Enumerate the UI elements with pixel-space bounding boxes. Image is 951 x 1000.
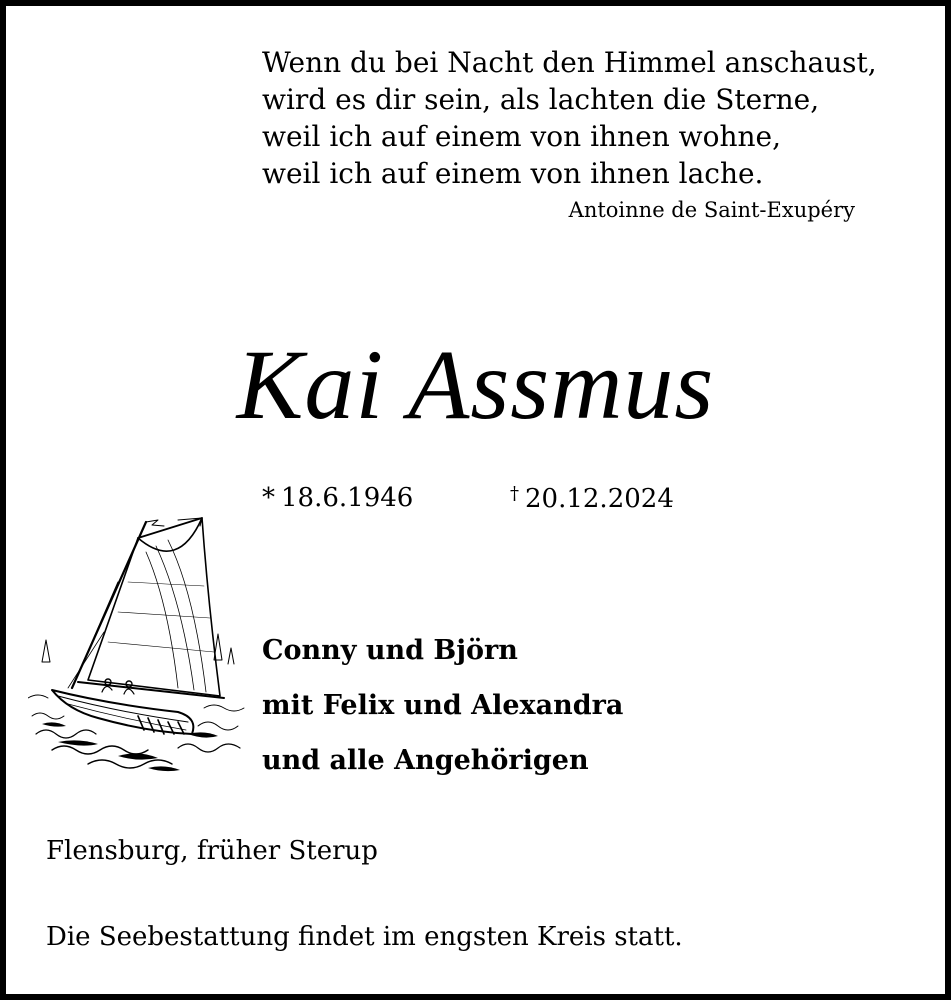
death-date-line: [510, 483, 674, 514]
mourner-line: mit Felix und Alexandra: [262, 690, 624, 721]
quote-author: Antoinne de Saint-Exupéry: [568, 198, 855, 222]
mourner-line: Conny und Björn: [262, 635, 518, 666]
mourners-list: [262, 628, 623, 793]
poem-line: weil ich auf einem von ihnen wohne,: [262, 120, 781, 153]
burial-notice: Die Seebestattung findet im engsten Kreis statt.: [46, 922, 683, 952]
poem-line: wird es dir sein, als lachten die Sterne,: [262, 83, 820, 116]
sailboat-icon: [28, 512, 252, 774]
poem-line: Wenn du bei Nacht den Himmel anschaust,: [262, 46, 877, 79]
poem-quote: [262, 44, 902, 192]
deceased-name: Kai Assmus: [236, 329, 715, 440]
death-cross-symbol: †: [510, 483, 519, 504]
birth-star-symbol: *: [262, 483, 275, 513]
birth-date-line: [262, 483, 413, 513]
death-date: 20.12.2024: [525, 484, 674, 514]
place-line: Flensburg, früher Sterup: [46, 836, 378, 866]
birth-date: 18.6.1946: [281, 483, 414, 513]
poem-line: weil ich auf einem von ihnen lache.: [262, 157, 764, 190]
mourner-line: und alle Angehörigen: [262, 745, 589, 776]
